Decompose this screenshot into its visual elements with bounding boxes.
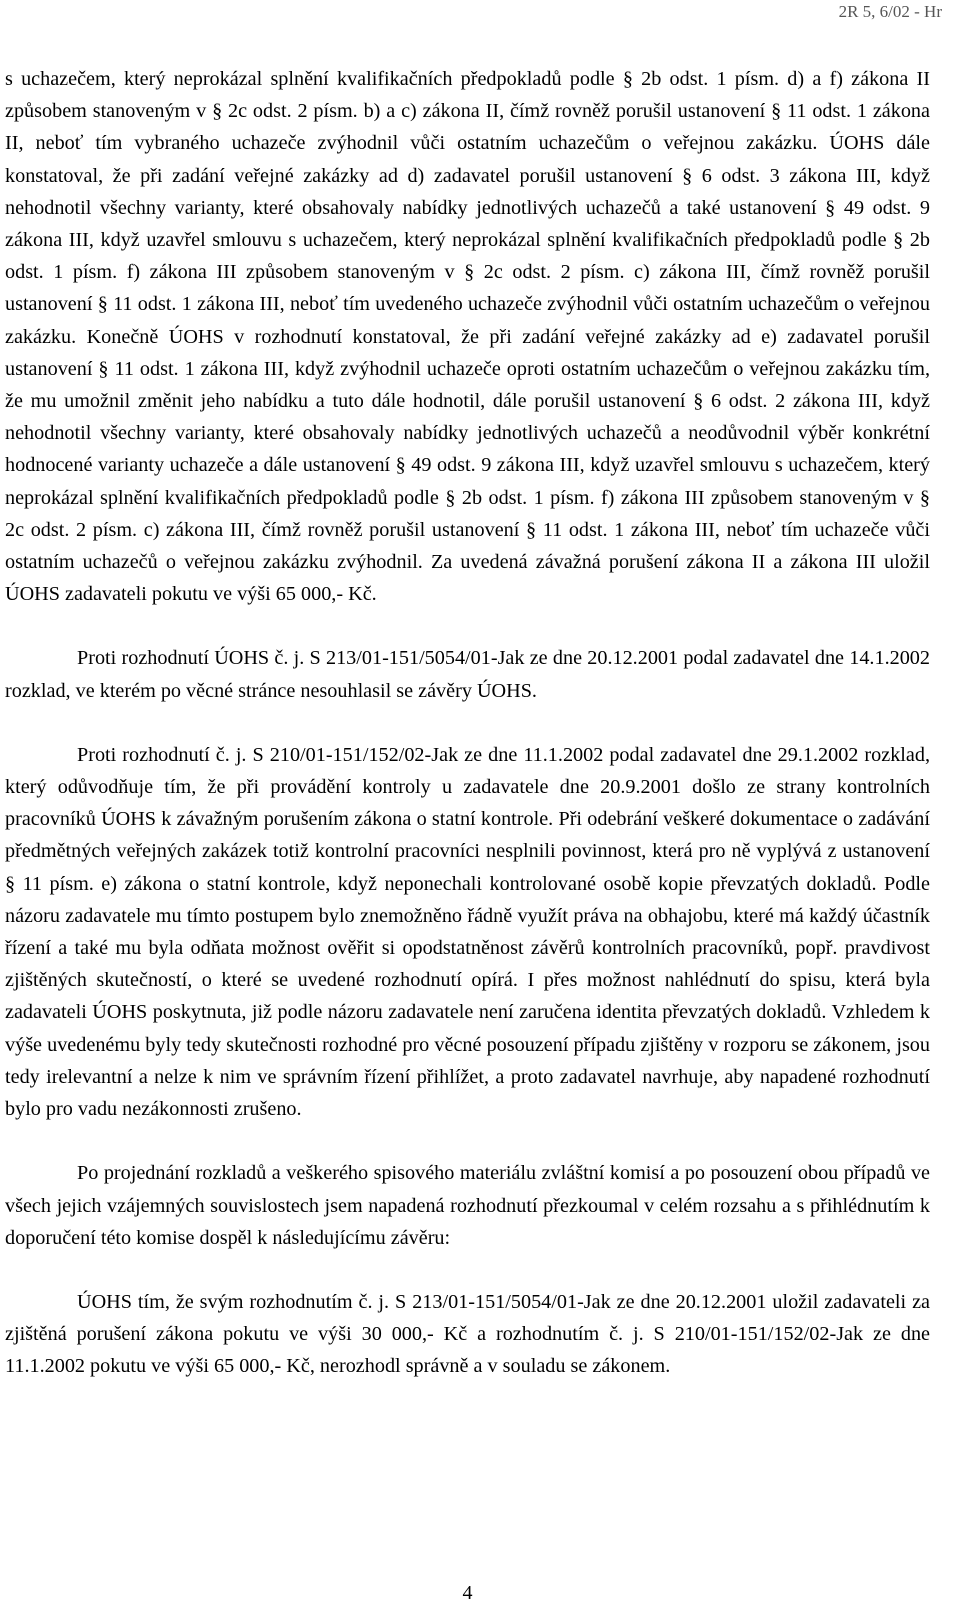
page-number: 4	[462, 1582, 473, 1604]
paragraph-appeal-1: Proti rozhodnutí ÚOHS č. j. S 213/01-151/5054/01-Jak ze dne 20.12.2001 podal zadavatel dne 14.1.2002 rozklad, ve kterém po věcné stránce nesouhlasil se závěry ÚOHS.	[5, 647, 930, 702]
paragraph-appeal-2: Proti rozhodnutí č. j. S 210/01-151/152/02-Jak ze dne 11.1.2002 podal zadavatel dne 29.1.2002 rozklad, který odůvodňuje tím, že při provádění kontroly u zadavatele dne 20.9.2001 došlo ze strany kontrolních pracovníků ÚOHS k závažným porušením zákona o statní kontrole. Při odebrání veškeré dokumentace o zadávání předmětných veřejných zakázek totiž kontrolní pracovníci nesplnili povinnost, která pro ně vyplývá z ustanovení § 11 písm. e) zákona o statní kontrole, když neponechali kontrolované osobě kopie převzatých dokladů. Podle názoru zadavatele mu tímto postupem bylo znemožněno řádně využít práva na obhajobu, které má každý účastník řízení a také mu byla odňata možnost ověřit si opodstatněnost závěrů kontrolních pracovníků, popř. pravdivost zjištěných skutečností, o které se uvedené rozhodnutí opírá. I přes možnost nahlédnutí do spisu, která byla zadavateli ÚOHS poskytnuta, již podle názoru zadavatele není zaručena identita převzatých dokladů. Vzhledem k výše uvedenému byly tedy skutečnosti rozhodné pro věcné posouzení případu zjištěny v rozporu se zákonem, jsou tedy irelevantní a nelze k nim ve správním řízení přihlížet, a proto zadavatel navrhuje, aby napadené rozhodnutí bylo pro vadu nezákonnosti zrušeno.	[5, 743, 930, 1121]
document-body	[5, 63, 930, 1383]
paragraph-review: Po projednání rozkladů a veškerého spisového materiálu zvláštní komisí a po posouzení obou případů ve všech jejich vzájemných souvislostech jsem napadená rozhodnutí přezkoumal v celém rozsahu a s přihlédnutím k doporučení této komise dospěl k následujícímu závěru:	[5, 1162, 930, 1249]
paragraph-conclusion: ÚOHS tím, že svým rozhodnutím č. j. S 213/01-151/5054/01-Jak ze dne 20.12.2001 uložil zadavateli za zjištěná porušení zákona pokutu ve výši 30 000,- Kč a rozhodnutím č. j. S 210/01-151/152/02-Jak ze dne 11.1.2002 pokutu ve výši 65 000,- Kč, nerozhodl správně a v souladu se zákonem.	[5, 1290, 930, 1378]
document-reference: 2R 5, 6/02 - Hr	[838, 2, 942, 21]
paragraph-continuation: s uchazečem, který neprokázal splnění kvalifikačních předpokladů podle § 2b odst. 1 písm. d) a f) zákona II způsobem stanoveným v § 2c odst. 2 písm. b) a c) zákona II, čímž rovněž porušil ustanovení § 11 odst. 1 zákona II, neboť tím vybraného uchazeče zvýhodnil vůči ostatním uchazečům o veřejnou zakázku. ÚOHS dále konstatoval, že při zadání veřejné zakázky ad d) zadavatel porušil ustanovení § 6 odst. 3 zákona III, když nehodnotil všechny varianty, které obsahovaly nabídky jednotlivých uchazečů a také ustanovení § 49 odst. 9 zákona III, když uzavřel smlouvu s uchazečem, který neprokázal splnění kvalifikačních předpokladů podle § 2b odst. 1 písm. f) zákona III způsobem stanoveným v § 2c odst. 2 písm. c) zákona III, čímž rovněž porušil ustanovení § 11 odst. 1 zákona III, neboť tím uvedeného uchazeče zvýhodnil vůči ostatním uchazečům o veřejnou zakázku. Konečně ÚOHS v rozhodnutí konstatoval, že při zadání veřejné zakázky ad e) zadavatel porušil ustanovení § 11 odst. 1 zákona III, když zvýhodnil uchazeče oproti ostatním uchazečům o veřejnou zakázku tím, že mu umožnil změnit jeho nabídku a tuto dále hodnotil, dále porušil ustanovení § 6 odst. 2 zákona III, když nehodnotil všechny varianty, které obsahovaly nabídky jednotlivých uchazečů a neodůvodnil výběr konkrétní hodnocené varianty uchazeče a dále ustanovení § 49 odst. 9 zákona III, když uzavřel smlouvu s uchazečem, který neprokázal splnění kvalifikačních předpokladů podle § 2b odst. 1 písm. f) zákona III způsobem stanoveným v § 2c odst. 2 písm. c) zákona III, čímž rovněž porušil ustanovení § 11 odst. 1 zákona III, neboť tím uchazeče vůči ostatním uchazečů o veřejnou zakázku zvýhodnil. Za uvedená závažná porušení zákona II a zákona III uložil ÚOHS zadavateli pokutu ve výši 65 000,- Kč.	[5, 68, 930, 606]
